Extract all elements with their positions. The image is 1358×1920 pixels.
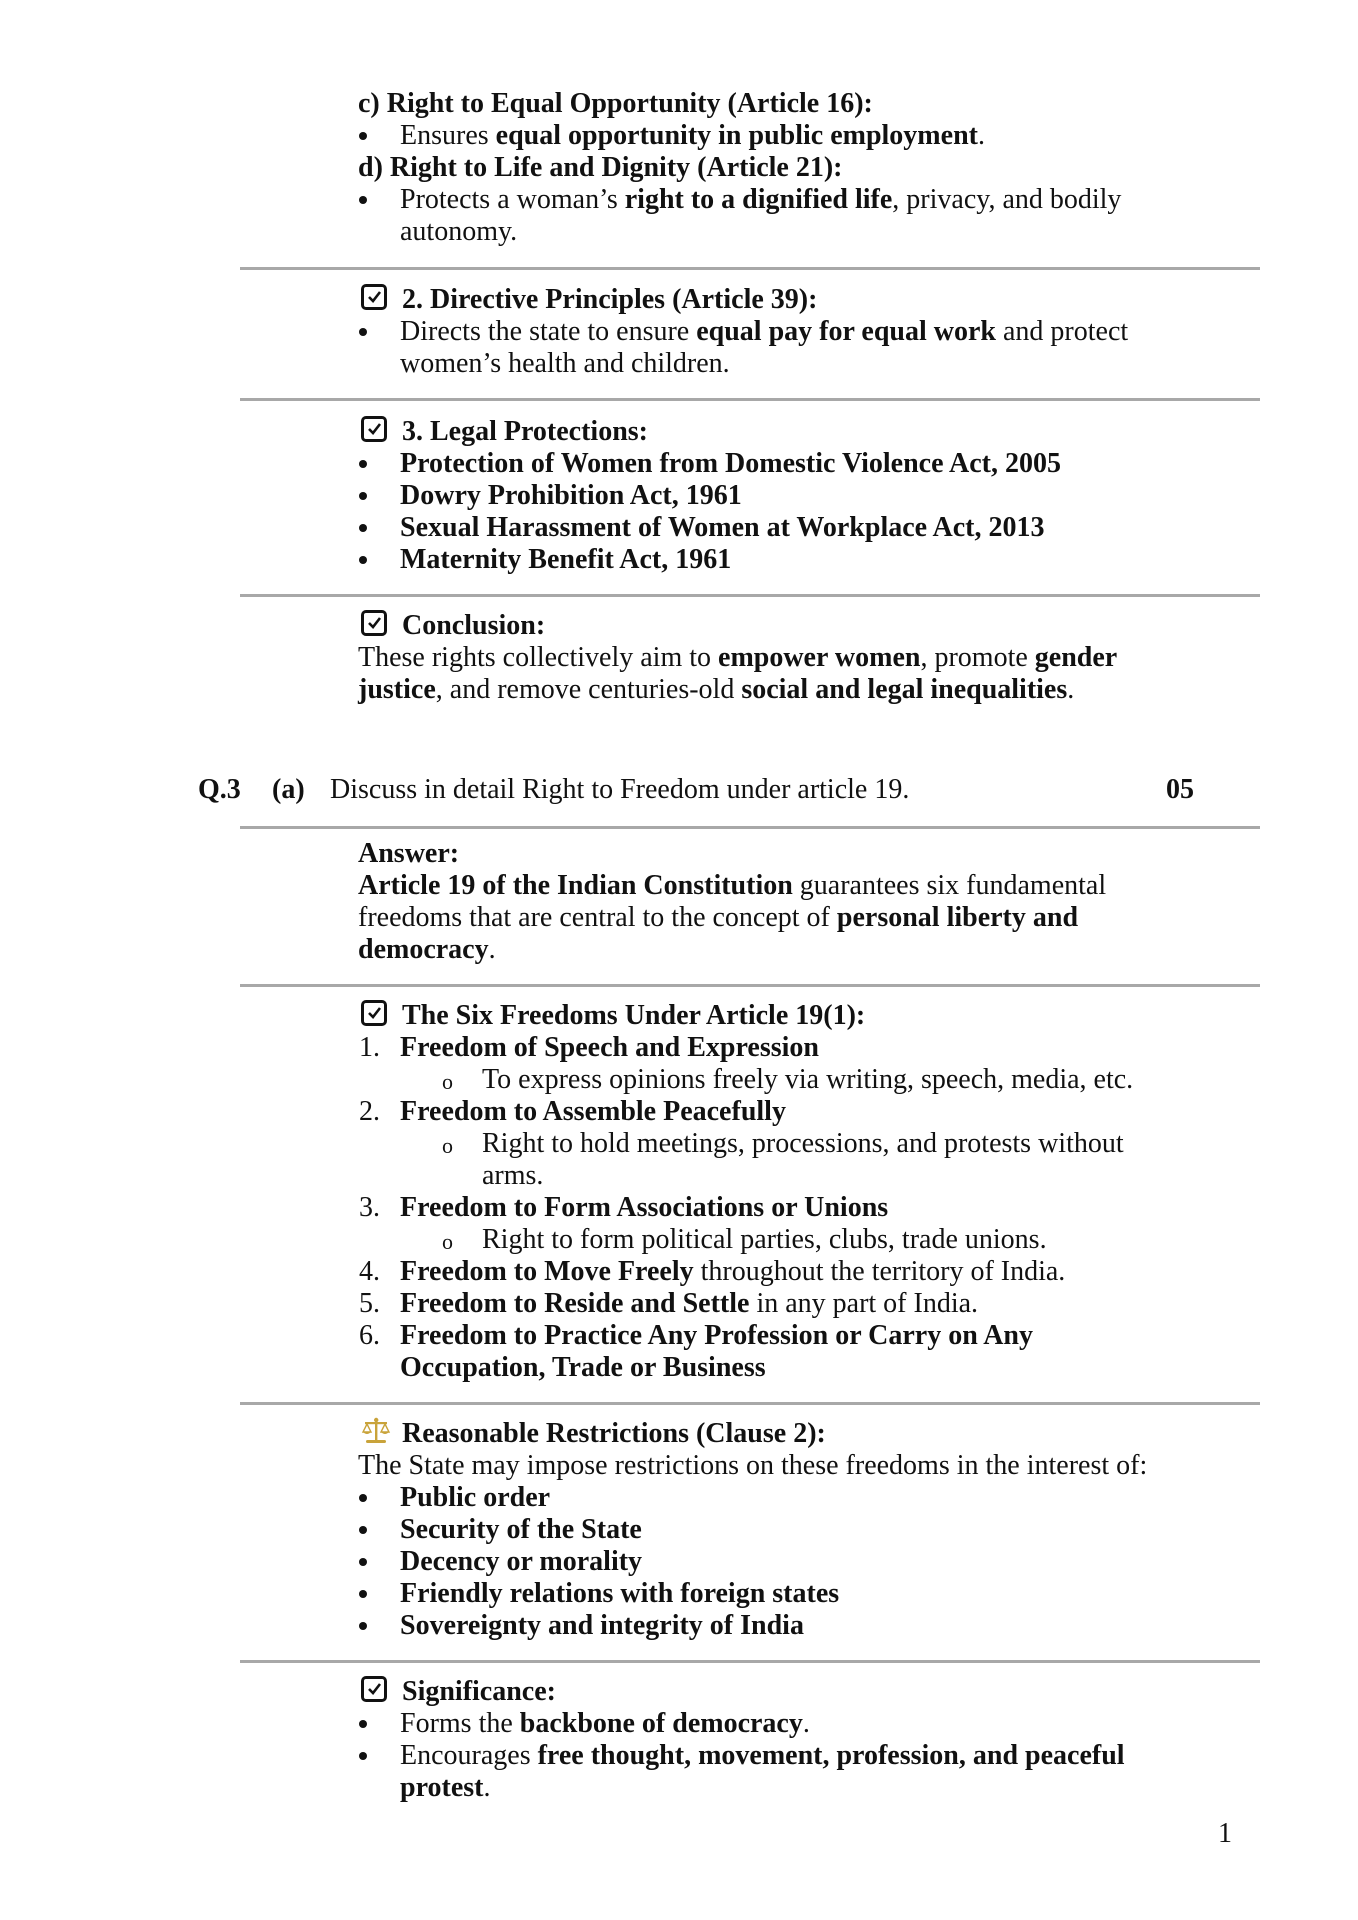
bullet — [359, 328, 367, 336]
list-number: 2. — [359, 1096, 380, 1127]
divider — [240, 594, 1260, 597]
bullet — [359, 1590, 367, 1598]
significance-item-2: Encourages free thought, movement, profession, and peaceful — [400, 1740, 1125, 1771]
bullet — [359, 1720, 367, 1728]
restrictions-intro: The State may impose restrictions on these freedoms in the interest of: — [358, 1450, 1148, 1481]
checkbox-check-icon — [361, 610, 387, 636]
freedom-sub-3: Right to form political parties, clubs, trade unions. — [482, 1224, 1047, 1255]
freedom-item-4: Freedom to Move Freely throughout the territory of India. — [400, 1256, 1066, 1287]
answer-label: Answer: — [358, 838, 460, 869]
balance-scale-icon — [361, 1416, 391, 1454]
checkbox-check-icon — [361, 416, 387, 442]
freedom-item-1: Freedom of Speech and Expression — [400, 1032, 819, 1063]
legal-item: Protection of Women from Domestic Violence Act, 2005 — [400, 448, 1061, 479]
freedom-item-6-continuation: Occupation, Trade or Business — [400, 1352, 766, 1383]
freedom-sub-1: To express opinions freely via writing, speech, media, etc. — [482, 1064, 1134, 1095]
question-text: Discuss in detail Right to Freedom under article 19. — [330, 774, 910, 805]
bullet — [359, 196, 367, 204]
bullet — [359, 132, 367, 140]
page-number: 1 — [1218, 1818, 1232, 1849]
sub-bullet-marker: o — [442, 1133, 453, 1158]
bullet-text-continuation: autonomy. — [400, 216, 518, 247]
list-number: 5. — [359, 1288, 380, 1319]
legal-item: Maternity Benefit Act, 1961 — [400, 544, 732, 575]
heading-right-equal-opportunity: c) Right to Equal Opportunity (Article 16): — [358, 88, 873, 119]
question-part: (a) — [272, 774, 305, 805]
legal-item: Dowry Prohibition Act, 1961 — [400, 480, 742, 511]
bullet-text-equal-pay: Directs the state to ensure equal pay for equal work and protect — [400, 316, 1129, 347]
divider — [240, 1402, 1260, 1405]
divider — [240, 1660, 1260, 1663]
list-number: 6. — [359, 1320, 380, 1351]
bullet — [359, 1558, 367, 1566]
freedom-item-3: Freedom to Form Associations or Unions — [400, 1192, 889, 1223]
divider — [240, 267, 1260, 270]
sub-bullet-marker: o — [442, 1069, 453, 1094]
heading-six-freedoms: The Six Freedoms Under Article 19(1): — [402, 1000, 866, 1031]
freedom-sub-2: Right to hold meetings, processions, and protests without — [482, 1128, 1124, 1159]
divider — [240, 826, 1260, 829]
bullet — [359, 492, 367, 500]
heading-reasonable-restrictions: Reasonable Restrictions (Clause 2): — [402, 1418, 826, 1449]
significance-item-1: Forms the backbone of democracy. — [400, 1708, 810, 1739]
heading-legal-protections: 3. Legal Protections: — [402, 416, 648, 447]
restriction-item: Friendly relations with foreign states — [400, 1578, 840, 1609]
sub-bullet-marker: o — [442, 1229, 453, 1254]
checkbox-check-icon — [361, 1676, 387, 1702]
legal-item: Sexual Harassment of Women at Workplace Act, 2013 — [400, 512, 1045, 543]
bullet — [359, 524, 367, 532]
bullet — [359, 460, 367, 468]
divider — [240, 398, 1260, 401]
bullet — [359, 1526, 367, 1534]
heading-right-to-life: d) Right to Life and Dignity (Article 21): — [358, 152, 843, 183]
bullet — [359, 556, 367, 564]
heading-directive-principles: 2. Directive Principles (Article 39): — [402, 284, 818, 315]
bullet — [359, 1494, 367, 1502]
list-number: 4. — [359, 1256, 380, 1287]
conclusion-text-line-1: These rights collectively aim to empower women, promote gender — [358, 642, 1118, 673]
freedom-item-5: Freedom to Reside and Settle in any part of India. — [400, 1288, 979, 1319]
list-number: 3. — [359, 1192, 380, 1223]
divider — [240, 984, 1260, 987]
restriction-item: Sovereignty and integrity of India — [400, 1610, 804, 1641]
answer-text-line-1: Article 19 of the Indian Constitution guarantees six fundamental — [358, 870, 1107, 901]
question-number: Q.3 — [198, 774, 241, 805]
checkbox-check-icon — [361, 1000, 387, 1026]
significance-item-2-continuation: protest. — [400, 1772, 491, 1803]
heading-conclusion: Conclusion: — [402, 610, 546, 641]
restriction-item: Security of the State — [400, 1514, 642, 1545]
restriction-item: Public order — [400, 1482, 551, 1513]
answer-text-line-2: freedoms that are central to the concept of personal liberty and — [358, 902, 1079, 933]
question-marks: 05 — [1166, 774, 1194, 805]
checkbox-check-icon — [361, 284, 387, 310]
answer-text-line-3: democracy. — [358, 934, 496, 965]
freedom-item-6: Freedom to Practice Any Profession or Carry on Any — [400, 1320, 1034, 1351]
restriction-item: Decency or morality — [400, 1546, 643, 1577]
bullet-text-equal-opportunity: Ensures equal opportunity in public employment. — [400, 120, 985, 151]
heading-significance: Significance: — [402, 1676, 556, 1707]
bullet-text-dignified-life: Protects a woman’s right to a dignified life, privacy, and bodily — [400, 184, 1122, 215]
bullet — [359, 1622, 367, 1630]
bullet-text-continuation: women’s health and children. — [400, 348, 730, 379]
conclusion-text-line-2: justice, and remove centuries-old social and legal inequalities. — [358, 674, 1075, 705]
bullet — [359, 1752, 367, 1760]
freedom-sub-2-continuation: arms. — [482, 1160, 544, 1191]
freedom-item-2: Freedom to Assemble Peacefully — [400, 1096, 786, 1127]
list-number: 1. — [359, 1032, 380, 1063]
